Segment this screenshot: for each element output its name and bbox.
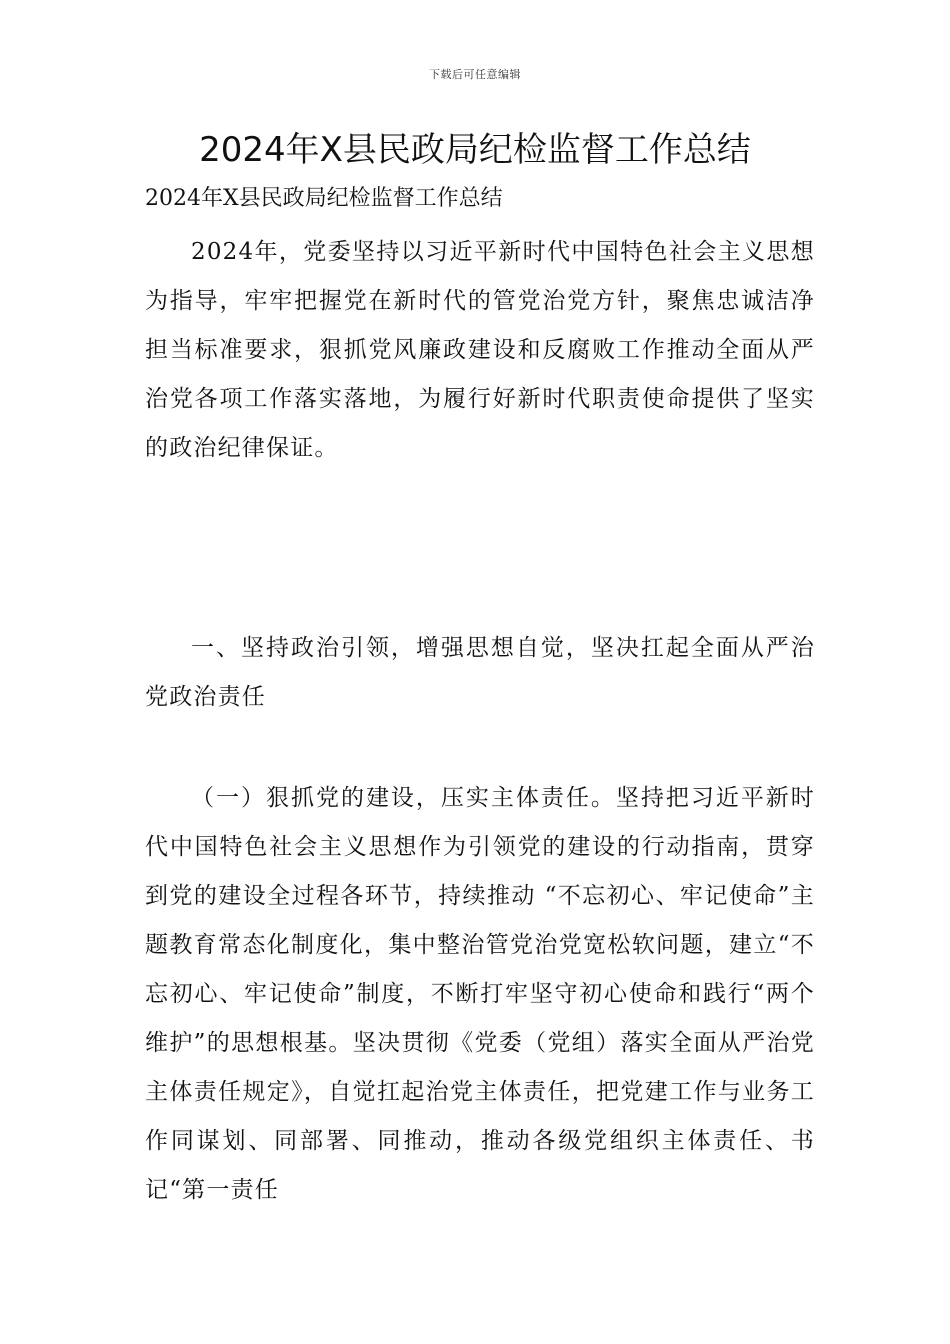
document-title: 2024年X县民政局纪检监督工作总结 [199, 130, 751, 170]
paragraph-intro: 2024年，党委坚持以习近平新时代中国特色社会主义思想为指导，牢牢把握党在新时代的管党治党方针，聚焦忠诚洁净担当标准要求，狠抓党风廉政建设和反腐败工作推动全面从严治党各项工作落实落地，为履行好新时代职责使命提供了坚实的政治纪律保证。 [145, 239, 815, 461]
header-note: 下载后可任意编辑 [429, 68, 521, 81]
paragraph-section-1-1: （一）狠抓党的建设，压实主体责任。坚持把习近平新时代中国特色社会主义思想作为引领党的建设的行动指南，贯穿到党的建设全过程各环节，持续推动 “不忘初心、牢记使命”主题教育常态化制度化，集中整治管党治党宽松软问题，建立“不忘初心、牢记使命”制度，不断打牢坚守初心使命和践行“两个维护”的思想根基。坚决贯彻《党委（党组）落实全面从严治党主体责任规定》，自觉扛起治党主体责任，把党建工作与业务工作同谋划、同部署、同推动，推动各级党组织主体责任、书记“第一责任 [145, 785, 815, 1203]
document-subtitle: 2024年X县民政局纪检监督工作总结 [145, 186, 503, 211]
section-heading-1: 一、坚持政治引领，增强思想自觉，坚决扛起全面从严治党政治责任 [145, 635, 815, 710]
